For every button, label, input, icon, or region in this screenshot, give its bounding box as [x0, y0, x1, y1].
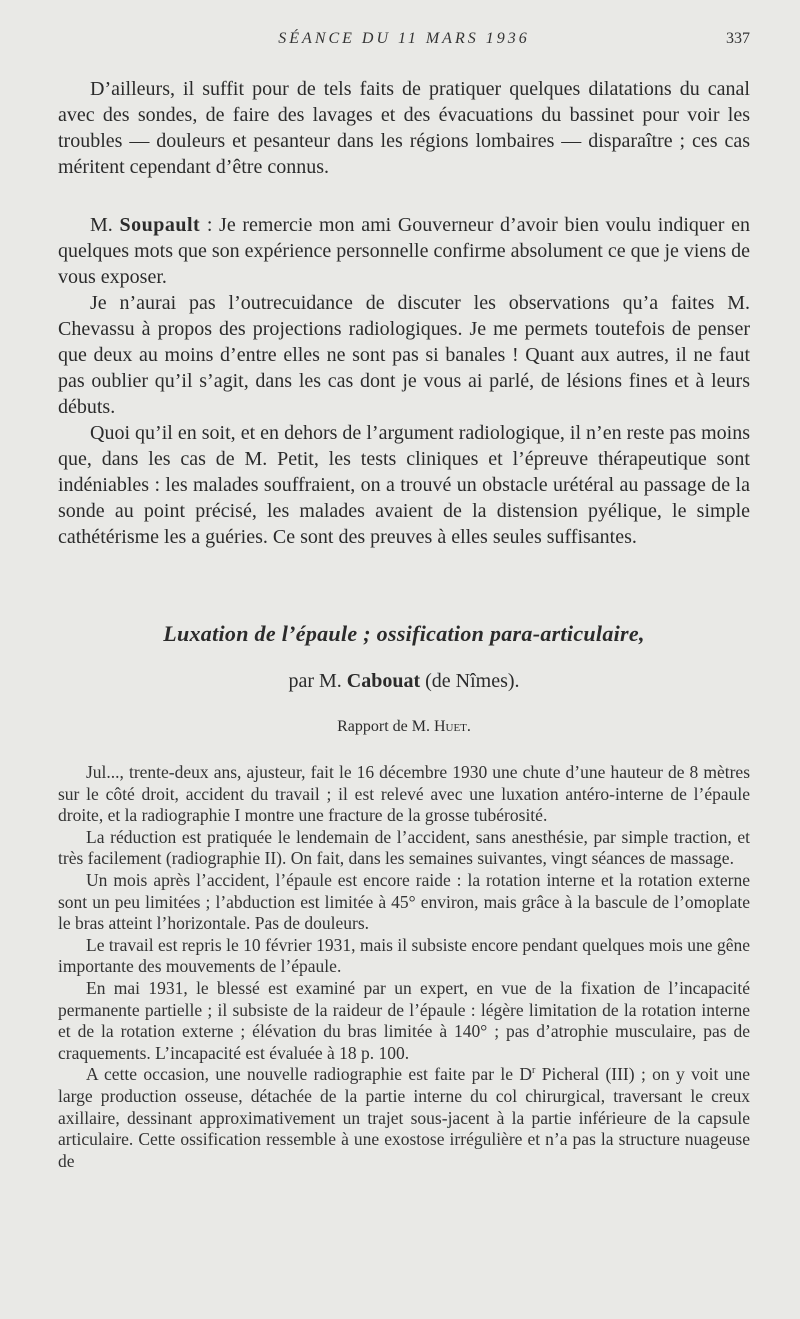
- last-para-rest: Picheral (III) ; on y voit une large production osseuse, détachée de la partie interne du col chirurgical, traversant le creux axillaire, dessinant approximativement un trajet sous-jacent à la partie inférieure de la capsule articulaire. Cette ossification ressemble à une exostose irrégulière et n’a pas la structure nuageuse de: [58, 1064, 750, 1171]
- spacer: [58, 648, 750, 668]
- spacer: [58, 550, 750, 620]
- case-paragraph: Jul..., trente-deux ans, ajusteur, fait le 16 décembre 1930 une chute d’une hauteur de 8 mètres sur le côté droit, accident du travail ; il est relevé avec une luxation antéro-interne de l’épaule droite, et la radiographie I montre une fracture de la grosse tubérosité.: [58, 762, 750, 826]
- case-paragraph: [58, 1064, 750, 1172]
- report-name: Huet: [433, 718, 467, 735]
- page-body: [58, 76, 750, 1172]
- byline-author: Cabouat: [346, 670, 421, 692]
- last-para-start: A cette occasion, une nouvelle radiographie est faite par le D: [86, 1064, 533, 1085]
- case-paragraph: En mai 1931, le blessé est examiné par un expert, en vue de la fixation de l’incapacité permanente partielle ; il subsiste de la raideur de l’épaule : légère limitation de la rotation interne et de la rotation externe ; élévation du bras limitée à 140° ; pas d’atrophie musculaire, pas de craquements. L’incapacité est évaluée à 18 p. 100.: [58, 977, 750, 1063]
- case-paragraph: Un mois après l’accident, l’épaule est encore raide : la rotation interne et la rotation externe sont un peu limitées ; l’abduction est limitée à 45° environ, mais grâce à la bascule de l’omoplate le bras atteint l’horizontale. Pas de douleurs.: [58, 869, 750, 934]
- speaker-text: : Je remercie mon ami Gouverneur d’avoir bien voulu indiquer en quelques mots que son expérience personnelle confirme absolument ce que je viens de vous exposer.: [58, 214, 750, 288]
- article-title: Luxation de l’épaule ; ossification para-articulaire,: [163, 621, 645, 646]
- speaker-paragraph: [58, 212, 750, 290]
- doctor-abbrev-sup: r: [532, 1065, 536, 1077]
- page-number: 337: [726, 30, 750, 47]
- spacer: [58, 180, 750, 212]
- paragraph: D’ailleurs, il suffit pour de tels faits de pratiquer quelques dilatations du canal avec des sondes, de faire des lavages et des évacuations du bassinet pour voir les troubles — douleurs et pesanteur dans les régions lombaires — disparaître ; ces cas méritent cependant d’être connus.: [58, 78, 750, 178]
- spacer: [58, 738, 750, 762]
- byline-place: (de Nîmes).: [420, 670, 520, 692]
- paragraph: Quoi qu’il en soit, et en dehors de l’argument radiologique, il n’en reste pas moins que, dans les cas de M. Petit, les tests cliniques et l’épreuve thérapeutique sont indéniables : les malades souffraient, on a trouvé un obstacle urétéral au passage de la sonde au point précisé, les malades avaient de la distension pyélique, le simple cathétérisme les a guéries. Ce sont des preuves à elles seules suffisantes.: [58, 422, 750, 548]
- speaker-prefix: M.: [90, 214, 120, 236]
- report-line: [58, 716, 750, 738]
- case-paragraph: La réduction est pratiquée le lendemain de l’accident, sans anesthésie, par simple traction, et très facilement (radiographie II). On fait, dans les semaines suivantes, vingt séances de massage.: [58, 826, 750, 869]
- page-header: [58, 30, 750, 54]
- running-head: SÉANCE DU 11 MARS 1936: [278, 30, 530, 47]
- speaker-name: Soupault: [119, 214, 201, 236]
- report-suffix: .: [466, 718, 471, 735]
- article-byline: [58, 668, 750, 694]
- case-paragraph: Le travail est repris le 10 février 1931, mais il subsiste encore pendant quelques mois une gêne importante des mouvements de l’épaule.: [58, 934, 750, 977]
- byline-par: par M.: [288, 670, 347, 692]
- report-prefix: Rapport de M.: [337, 718, 434, 735]
- spacer: [58, 694, 750, 716]
- paragraph: Je n’aurai pas l’outrecuidance de discuter les observations qu’a faites M. Chevassu à propos des projections radiologiques. Je me permets toutefois de penser que deux au moins d’entre elles ne sont pas si banales ! Quant aux autres, il ne faut pas oublier qu’il s’agit, dans les cas dont je vous ai parlé, de lésions fines et à leurs débuts.: [58, 292, 750, 418]
